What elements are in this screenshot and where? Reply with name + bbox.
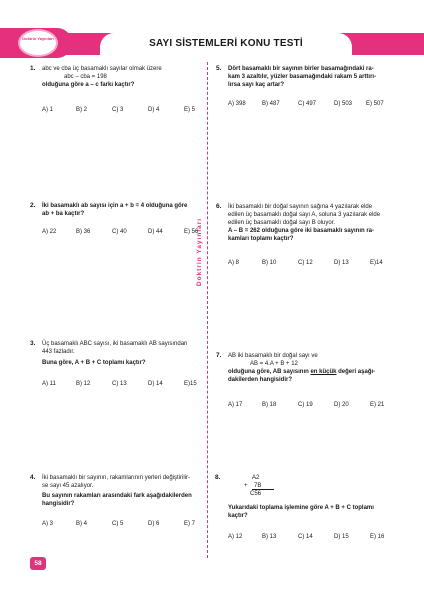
option-d[interactable]: D) 6: [148, 521, 160, 527]
option-b[interactable]: B) 10: [262, 260, 277, 266]
logo-text: Doktrin Yayınları: [22, 36, 54, 41]
question-prompt: kamları toplamı kaçtır?: [228, 236, 294, 242]
option-b[interactable]: B) 2: [76, 107, 88, 113]
option-b[interactable]: B) 13: [262, 534, 277, 540]
addition-row-1: A2: [252, 475, 260, 481]
question-number: 4.: [30, 474, 36, 481]
option-a[interactable]: A) 3: [42, 521, 54, 527]
question-8: [228, 504, 403, 520]
addition-row-2: 7B: [254, 483, 262, 489]
option-b[interactable]: B) 18: [262, 402, 277, 408]
option-d[interactable]: D) 13: [334, 260, 349, 266]
question-equation: abc – cba = 198: [64, 74, 107, 80]
plus-sign: +: [244, 483, 248, 489]
logo-badge: [20, 31, 56, 55]
question-4: [30, 474, 217, 508]
addition-result: C56: [250, 491, 262, 497]
question-prompt: İki basamaklı ab sayısı için a + b = 4 olduğuna göre: [42, 203, 188, 209]
question-prompt: Yukarıdaki toplama işlemine göre A + B + C toplamı: [228, 505, 374, 511]
option-b[interactable]: B) 4: [76, 521, 88, 527]
option-e[interactable]: E)14: [370, 260, 383, 266]
option-b[interactable]: B) 12: [76, 381, 91, 387]
question-1: [30, 65, 217, 89]
question-prompt: [228, 368, 403, 376]
question-text: İki basamaklı bir doğal sayının sağına 4 yazılarak elde: [228, 204, 373, 210]
question-prompt: kaçtır?: [228, 513, 248, 519]
question-prompt: kam 3 azaltılır, yüzler basamağındaki rakam 5 arttırı-: [228, 74, 377, 80]
option-c[interactable]: C) 5: [112, 521, 124, 527]
question-prompt: Buna göre, A + B + C toplamı kaçtır?: [42, 360, 146, 366]
option-d[interactable]: D) 503: [334, 101, 353, 107]
underlined-phrase: en küçük: [310, 369, 337, 375]
option-e[interactable]: E) 5: [184, 107, 196, 113]
question-number: 7.: [216, 352, 222, 359]
side-brand-text: Doktrin Yayınları: [196, 217, 203, 287]
question-prompt: Dört basamaklı bir sayının birler basamağındaki ra-: [228, 66, 374, 72]
option-c[interactable]: C) 3: [112, 107, 124, 113]
title-box: [100, 33, 352, 55]
option-c[interactable]: C) 40: [112, 229, 127, 235]
option-a[interactable]: A) 11: [42, 381, 56, 387]
option-e[interactable]: E) 7: [184, 521, 196, 527]
option-e[interactable]: E)15: [184, 381, 197, 387]
option-d[interactable]: D) 44: [148, 229, 163, 235]
question-prompt: dakilerden hangisidir?: [228, 377, 293, 383]
question-text: se sayı 45 azalıyor.: [42, 483, 94, 489]
prompt-start: olduğuna göre, AB sayısının: [228, 369, 311, 375]
option-b[interactable]: B) 487: [262, 101, 280, 107]
question-text: edilen üç basamaklı doğal sayı B oluyor.: [228, 220, 336, 226]
question-text: 443 fazladır.: [42, 349, 75, 355]
option-e[interactable]: E) 21: [370, 402, 385, 408]
option-e[interactable]: E) 16: [370, 534, 385, 540]
option-d[interactable]: D) 20: [334, 402, 349, 408]
page-number: 58: [30, 557, 46, 570]
option-a[interactable]: A) 22: [42, 229, 57, 235]
option-a[interactable]: A) 12: [228, 534, 243, 540]
question-prompt: lırsa sayı kaç artar?: [228, 82, 285, 88]
question-7: [216, 352, 403, 384]
page-title: SAYI SİSTEMLERİ KONU TESTİ: [149, 38, 303, 49]
question-text: AB iki basamaklı bir doğal sayı ve: [228, 353, 318, 359]
option-c[interactable]: C) 13: [112, 381, 127, 387]
option-c[interactable]: C) 19: [298, 402, 313, 408]
question-prompt: ab + ba kaçtır?: [42, 211, 85, 217]
question-text: Üç basamaklı ABC sayısı, iki basamaklı AB sayısından: [42, 341, 188, 347]
question-2: [30, 202, 217, 218]
question-number: 5.: [216, 65, 222, 72]
question-text: İki basamaklı bir sayının, rakamlarının yerleri değiştirilir-: [42, 475, 191, 481]
question-prompt: olduğuna göre a – c farkı kaçtır?: [42, 82, 135, 88]
question-number: 8.: [215, 474, 221, 481]
publisher-logo: [0, 28, 72, 58]
question-text: abc ve cba üç basamaklı sayılar olmak üzere: [42, 66, 162, 72]
question-text: edilen üç basamaklı doğal sayı A, soluna 3 yazılarak elde: [228, 212, 381, 218]
question-number: 6.: [216, 203, 222, 210]
question-3: [30, 340, 217, 367]
question-number: 2.: [30, 202, 36, 209]
question-prompt: A – B = 262 olduğuna göre iki basamaklı sayının ra-: [228, 228, 374, 234]
question-number: 3.: [30, 340, 36, 347]
option-d[interactable]: D) 14: [148, 381, 163, 387]
option-b[interactable]: B) 36: [76, 229, 91, 235]
question-number: 1.: [30, 65, 36, 72]
option-a[interactable]: A) 398: [228, 101, 246, 107]
option-a[interactable]: A) 8: [228, 260, 240, 266]
option-d[interactable]: D) 4: [148, 107, 160, 113]
option-c[interactable]: C) 497: [298, 101, 317, 107]
option-c[interactable]: C) 14: [298, 534, 313, 540]
question-5: [216, 65, 403, 89]
option-d[interactable]: D) 15: [334, 534, 349, 540]
question-equation: AB = 4.A + B + 12: [250, 361, 298, 367]
question-prompt: Bu sayının rakamları arasındaki fark aşağıdakilerden: [42, 493, 192, 499]
option-e[interactable]: E) 507: [366, 101, 384, 107]
option-a[interactable]: A) 17: [228, 402, 243, 408]
option-a[interactable]: A) 1: [42, 107, 54, 113]
option-e[interactable]: E) 56: [184, 229, 199, 235]
option-c[interactable]: C) 12: [298, 260, 313, 266]
question-prompt: hangisidir?: [42, 501, 75, 507]
question-6: [216, 203, 403, 243]
prompt-end: değeri aşağı-: [336, 369, 376, 375]
